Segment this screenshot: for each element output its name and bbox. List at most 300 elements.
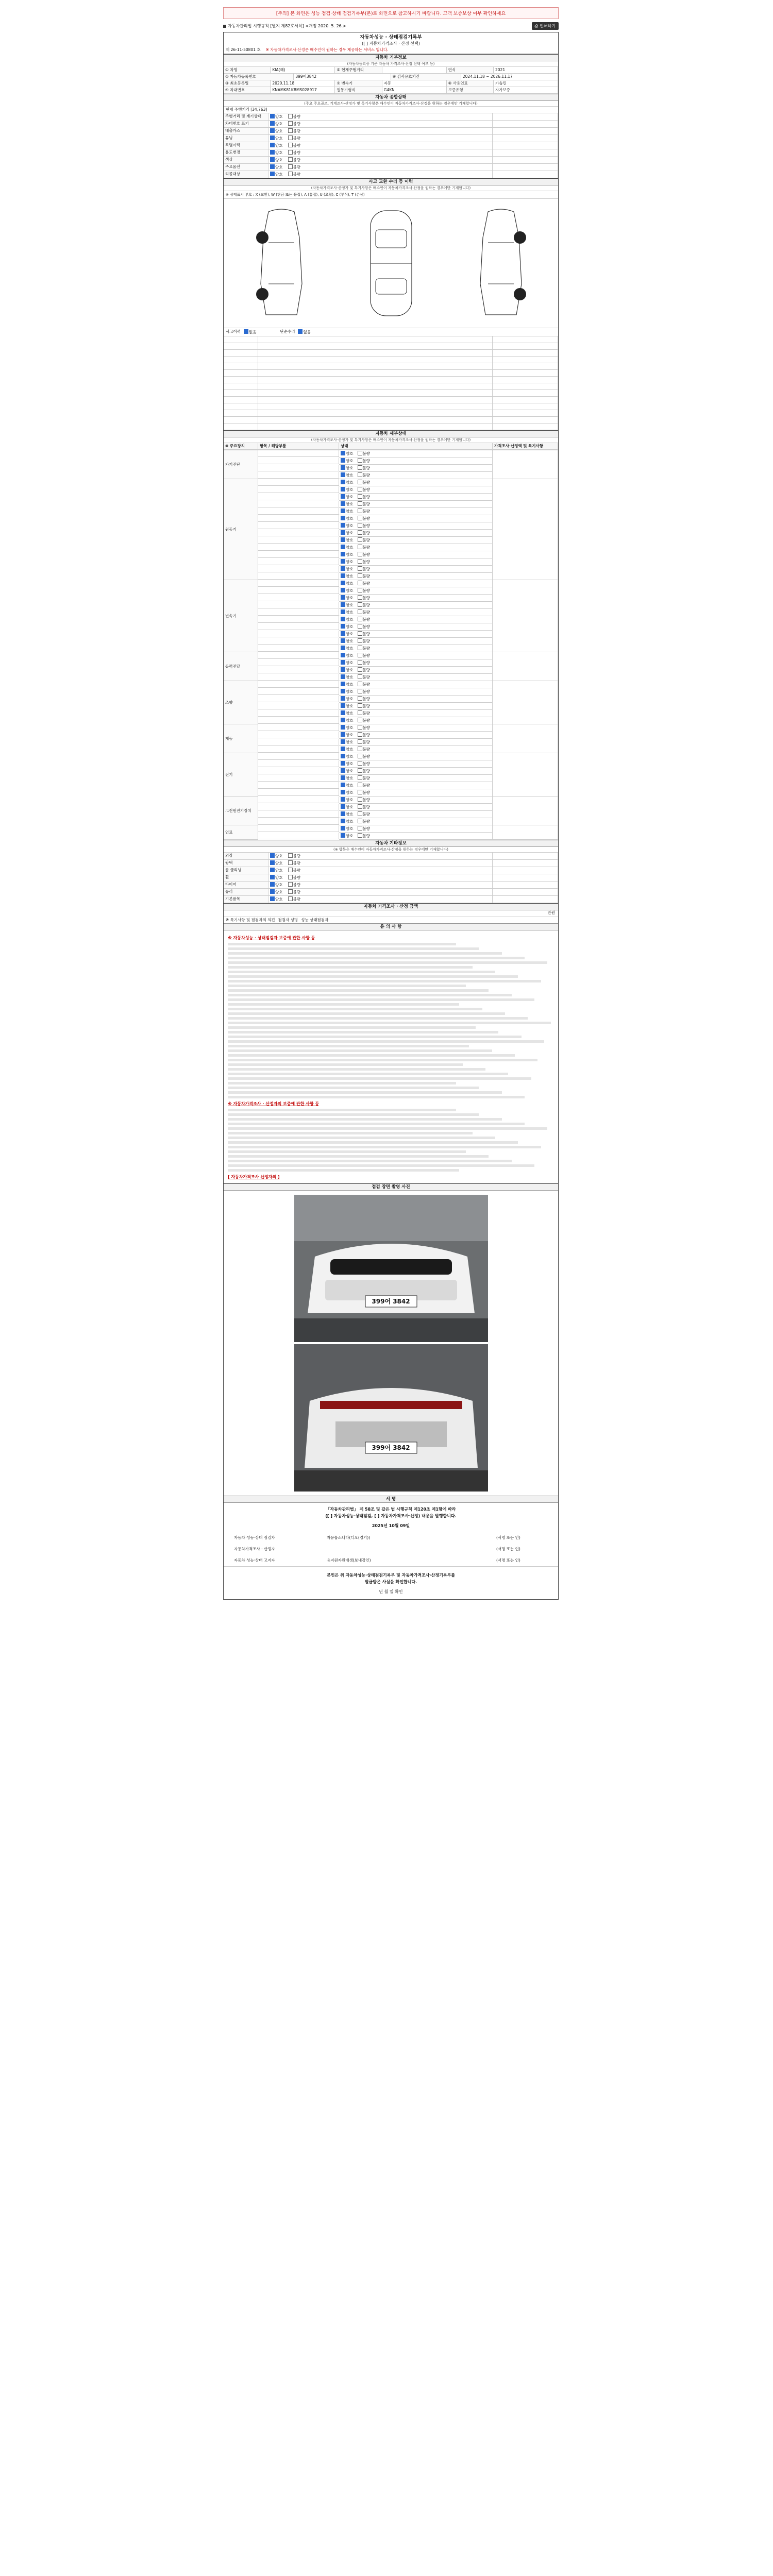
signer-name: 용지원자원매생(보내강인) bbox=[327, 1558, 371, 1563]
checkbox-icon[interactable] bbox=[358, 530, 362, 535]
checkbox-icon[interactable] bbox=[341, 509, 345, 513]
statement-1: 「자동차관리법」 제 58조 및 같은 법 시행규칙 제120조 제1항에 따라 bbox=[326, 1507, 456, 1512]
checkbox-icon[interactable] bbox=[270, 128, 275, 133]
checkbox-icon[interactable] bbox=[270, 157, 275, 162]
checkbox-icon[interactable] bbox=[341, 516, 345, 520]
status-title: 자동차 종합상태 bbox=[224, 94, 558, 101]
detail-state bbox=[339, 472, 493, 479]
damage-row bbox=[224, 390, 558, 397]
checkbox-icon[interactable] bbox=[341, 638, 345, 643]
detail-item bbox=[258, 566, 339, 572]
detail-item bbox=[258, 595, 339, 601]
status-row bbox=[224, 121, 558, 128]
checkbox-icon[interactable] bbox=[341, 595, 345, 600]
checkbox-icon[interactable] bbox=[341, 674, 345, 679]
checkbox-icon[interactable] bbox=[358, 638, 362, 643]
option-label: 양호 bbox=[275, 861, 283, 866]
damage-cell bbox=[224, 363, 258, 370]
note-line bbox=[228, 1073, 508, 1075]
checkbox-icon[interactable] bbox=[341, 739, 345, 744]
option-label: 양호 bbox=[346, 617, 354, 622]
note-line bbox=[228, 1068, 485, 1071]
checkbox-icon[interactable] bbox=[341, 559, 345, 564]
checkbox-icon[interactable] bbox=[341, 653, 345, 657]
detail-row bbox=[258, 717, 493, 724]
detail-state bbox=[339, 566, 493, 573]
checkbox-icon[interactable] bbox=[341, 472, 345, 477]
detail-item bbox=[258, 544, 339, 551]
damage-cell bbox=[493, 383, 558, 390]
option-label: 불량 bbox=[362, 545, 370, 550]
detail-item bbox=[258, 645, 339, 652]
status-remark bbox=[493, 128, 558, 135]
checkbox-icon[interactable] bbox=[341, 833, 345, 838]
checkbox-icon[interactable] bbox=[288, 164, 293, 169]
checkbox-icon[interactable] bbox=[341, 545, 345, 549]
detail-state bbox=[339, 789, 493, 796]
sign-date: 2025년 10월 09일 bbox=[372, 1523, 410, 1528]
checkbox-icon[interactable] bbox=[288, 114, 293, 118]
basic-label: ⑧ 사용연료 bbox=[447, 80, 494, 87]
basic-info-note: (자동차등록증 기준 자동차 가격조사·산정 선택 여부 등) bbox=[224, 61, 558, 67]
detail-item bbox=[258, 710, 339, 717]
checkbox-icon[interactable] bbox=[341, 783, 345, 787]
doc-title: 자동차성능 · 상태점검기록부 bbox=[360, 35, 422, 40]
option-label: 양호 bbox=[346, 812, 354, 817]
option-label: 불량 bbox=[362, 495, 370, 499]
option-label: 불량 bbox=[362, 451, 370, 456]
damage-cell bbox=[493, 363, 558, 370]
option-label: 양호 bbox=[346, 466, 354, 470]
checkbox-icon[interactable] bbox=[358, 631, 362, 636]
detail-remark bbox=[493, 724, 558, 753]
checkbox-icon[interactable] bbox=[288, 882, 293, 887]
checkbox-icon[interactable] bbox=[358, 609, 362, 614]
detail-row bbox=[258, 566, 493, 573]
checkbox-icon[interactable] bbox=[358, 739, 362, 744]
basic-label: 보증유형 bbox=[447, 87, 494, 94]
checkbox-icon[interactable] bbox=[358, 819, 362, 823]
detail-row bbox=[258, 833, 493, 840]
damage-row bbox=[224, 383, 558, 390]
checkbox-icon[interactable] bbox=[341, 465, 345, 470]
checkbox-icon[interactable] bbox=[358, 689, 362, 693]
detail-remark bbox=[493, 652, 558, 681]
checkbox-icon[interactable] bbox=[341, 775, 345, 780]
option-label: 불량 bbox=[362, 653, 370, 658]
option-label: 양호 bbox=[346, 697, 354, 701]
checkbox-icon[interactable] bbox=[358, 646, 362, 650]
damage-cell bbox=[493, 417, 558, 423]
detail-state bbox=[339, 732, 493, 739]
car-side-left-icon bbox=[238, 207, 325, 320]
note-line bbox=[228, 961, 547, 964]
detail-row bbox=[258, 775, 493, 782]
option-label: 불량 bbox=[362, 502, 370, 506]
checkbox-icon[interactable] bbox=[341, 797, 345, 802]
checkbox-icon[interactable] bbox=[341, 530, 345, 535]
status-remark bbox=[493, 121, 558, 128]
checkbox-icon[interactable] bbox=[288, 889, 293, 894]
detail-row bbox=[258, 703, 493, 710]
detail-state bbox=[339, 479, 493, 486]
detail-state bbox=[339, 652, 493, 659]
checkbox-icon[interactable] bbox=[358, 710, 362, 715]
detail-state bbox=[339, 739, 493, 746]
damage-cell bbox=[258, 343, 493, 350]
damage-cell bbox=[224, 370, 258, 377]
checkbox-icon[interactable] bbox=[358, 747, 362, 751]
option-label: 불량 bbox=[362, 581, 370, 586]
checkbox-icon[interactable] bbox=[358, 696, 362, 701]
checkbox-icon[interactable] bbox=[288, 135, 293, 140]
checkbox-icon[interactable] bbox=[288, 875, 293, 879]
checkbox-icon[interactable] bbox=[358, 682, 362, 686]
detail-item bbox=[258, 724, 339, 731]
checkbox-icon[interactable] bbox=[341, 819, 345, 823]
checkbox-icon[interactable] bbox=[341, 660, 345, 665]
detail-state bbox=[339, 710, 493, 717]
checkbox-icon[interactable] bbox=[358, 501, 362, 506]
note-line bbox=[228, 957, 525, 959]
checkbox-icon[interactable] bbox=[358, 480, 362, 484]
note-line bbox=[228, 1022, 551, 1024]
checkbox-icon[interactable] bbox=[358, 826, 362, 831]
checkbox-icon[interactable] bbox=[358, 588, 362, 592]
checkbox-icon[interactable] bbox=[341, 732, 345, 737]
checkbox-icon[interactable] bbox=[341, 696, 345, 701]
checkbox-icon[interactable] bbox=[270, 114, 275, 118]
option-label: 불량 bbox=[362, 704, 370, 708]
checkbox-icon[interactable] bbox=[358, 718, 362, 722]
form-header bbox=[223, 22, 559, 30]
detail-state bbox=[339, 587, 493, 595]
price-title: 자동차 가격조사 · 산정 금액 bbox=[224, 903, 558, 910]
basic-label: ⑦ 변속기 bbox=[335, 80, 382, 87]
note-line bbox=[228, 1036, 522, 1038]
checkbox-icon[interactable] bbox=[288, 143, 293, 147]
checkbox-icon[interactable] bbox=[358, 509, 362, 513]
checkbox-icon[interactable] bbox=[358, 617, 362, 621]
checkbox-icon[interactable] bbox=[341, 826, 345, 831]
option-label: 양호 bbox=[346, 459, 354, 463]
damage-cell bbox=[258, 423, 493, 430]
note-line bbox=[228, 1087, 479, 1089]
damage-cell bbox=[258, 336, 493, 343]
checkbox-icon[interactable] bbox=[288, 896, 293, 901]
checkbox-icon[interactable] bbox=[358, 624, 362, 629]
option-label: 불량 bbox=[362, 783, 370, 788]
damage-cell bbox=[224, 336, 258, 343]
checkbox-icon[interactable] bbox=[341, 768, 345, 773]
status-options bbox=[268, 121, 493, 128]
checkbox-icon[interactable] bbox=[358, 566, 362, 571]
detail-group-label: 자기진단 bbox=[224, 450, 258, 479]
sign-placeholder: (서명 또는 인) bbox=[496, 1535, 520, 1540]
checkbox-icon[interactable] bbox=[341, 703, 345, 708]
checkbox-icon[interactable] bbox=[270, 896, 275, 901]
option-label: 불량 bbox=[362, 790, 370, 795]
damage-cell bbox=[258, 417, 493, 423]
note-line bbox=[228, 1169, 459, 1172]
checkbox-icon[interactable] bbox=[358, 523, 362, 528]
checkbox-icon[interactable] bbox=[288, 172, 293, 176]
detail-state bbox=[339, 573, 493, 580]
detail-state bbox=[339, 667, 493, 674]
checkbox-icon[interactable] bbox=[270, 143, 275, 147]
detail-group bbox=[224, 681, 558, 724]
checkbox-icon[interactable] bbox=[358, 465, 362, 470]
checkbox-icon[interactable] bbox=[270, 853, 275, 858]
checkbox-icon[interactable] bbox=[341, 747, 345, 751]
note-line bbox=[228, 1012, 505, 1015]
detail-item bbox=[258, 659, 339, 666]
print-button[interactable] bbox=[532, 22, 559, 30]
checkbox-icon[interactable] bbox=[341, 804, 345, 809]
checkbox-icon[interactable] bbox=[270, 889, 275, 894]
checkbox-icon[interactable] bbox=[341, 537, 345, 542]
option-label: 양호 bbox=[346, 487, 354, 492]
status-remark bbox=[493, 171, 558, 178]
detail-item bbox=[258, 833, 339, 839]
option-label: 불량 bbox=[293, 122, 300, 126]
checkbox-icon[interactable] bbox=[288, 853, 293, 858]
checkbox-icon[interactable] bbox=[341, 494, 345, 499]
checkbox-icon[interactable] bbox=[341, 790, 345, 794]
note-line bbox=[228, 1026, 476, 1029]
option-row bbox=[224, 882, 558, 889]
checkbox-icon[interactable] bbox=[270, 172, 275, 176]
checkbox-icon[interactable] bbox=[270, 135, 275, 140]
checkbox-icon[interactable] bbox=[341, 552, 345, 556]
detail-state bbox=[339, 522, 493, 530]
checkbox-icon[interactable] bbox=[358, 660, 362, 665]
status-label: 주요옵션 bbox=[224, 164, 268, 171]
checkbox-icon[interactable] bbox=[341, 617, 345, 621]
damage-cell bbox=[493, 377, 558, 383]
checkbox-icon[interactable] bbox=[358, 581, 362, 585]
option-label: 불량 bbox=[362, 466, 370, 470]
checkbox-icon[interactable] bbox=[358, 783, 362, 787]
checkbox-icon[interactable] bbox=[341, 573, 345, 578]
note-line bbox=[228, 1096, 525, 1098]
detail-row bbox=[258, 688, 493, 696]
basic-value: G4KN bbox=[382, 87, 447, 94]
detail-row bbox=[258, 811, 493, 818]
sign-placeholder: (서명 또는 인) bbox=[496, 1547, 520, 1551]
checkbox-icon[interactable] bbox=[270, 150, 275, 155]
checkbox-icon[interactable] bbox=[341, 451, 345, 455]
checkbox-icon[interactable] bbox=[341, 761, 345, 766]
sign-placeholder: (서명 또는 인) bbox=[496, 1558, 520, 1563]
option-label: 불량 bbox=[362, 596, 370, 600]
signer-role: 자동차가격조사 · 산정자 bbox=[234, 1547, 275, 1551]
checkbox-icon[interactable] bbox=[298, 329, 303, 334]
checkbox-icon[interactable] bbox=[358, 674, 362, 679]
checkbox-icon[interactable] bbox=[358, 833, 362, 838]
checkbox-icon[interactable] bbox=[358, 754, 362, 758]
checkbox-icon[interactable] bbox=[358, 458, 362, 463]
checkbox-icon[interactable] bbox=[358, 811, 362, 816]
checkbox-icon[interactable] bbox=[358, 761, 362, 766]
checkbox-icon[interactable] bbox=[288, 128, 293, 133]
checkbox-icon[interactable] bbox=[341, 689, 345, 693]
checkbox-icon[interactable] bbox=[341, 588, 345, 592]
detail-state bbox=[339, 703, 493, 710]
detail-row bbox=[258, 739, 493, 746]
damage-cell bbox=[493, 397, 558, 403]
option-label: 양호 bbox=[275, 868, 283, 873]
checkbox-icon[interactable] bbox=[358, 516, 362, 520]
checkbox-icon[interactable] bbox=[358, 573, 362, 578]
checkbox-icon[interactable] bbox=[358, 768, 362, 773]
detail-item bbox=[258, 537, 339, 544]
checkbox-icon[interactable] bbox=[270, 882, 275, 887]
signature-row bbox=[224, 1532, 558, 1544]
print-label: 인쇄하기 bbox=[540, 24, 556, 28]
checkbox-icon[interactable] bbox=[358, 797, 362, 802]
checkbox-icon[interactable] bbox=[358, 653, 362, 657]
option-state bbox=[268, 874, 493, 882]
option-row bbox=[224, 853, 558, 860]
option-label: 양호 bbox=[346, 451, 354, 456]
checkbox-icon[interactable] bbox=[341, 487, 345, 492]
checkbox-icon[interactable] bbox=[270, 164, 275, 169]
status-label: 배출가스 bbox=[224, 128, 268, 135]
checkbox-icon[interactable] bbox=[358, 602, 362, 607]
option-label: 불량 bbox=[293, 875, 300, 880]
option-label: 불량 bbox=[362, 769, 370, 773]
option-label: 불량 bbox=[362, 747, 370, 752]
checkbox-icon[interactable] bbox=[341, 624, 345, 629]
checkbox-icon[interactable] bbox=[358, 804, 362, 809]
option-label: 불량 bbox=[293, 129, 300, 133]
checkbox-icon[interactable] bbox=[358, 732, 362, 737]
note-line bbox=[228, 1082, 456, 1084]
checkbox-icon[interactable] bbox=[358, 559, 362, 564]
checkbox-icon[interactable] bbox=[341, 566, 345, 571]
basic-row bbox=[224, 80, 558, 87]
option-state bbox=[268, 882, 493, 889]
checkbox-icon[interactable] bbox=[341, 609, 345, 614]
checkbox-icon[interactable] bbox=[341, 480, 345, 484]
checkbox-icon[interactable] bbox=[270, 121, 275, 126]
signature-rows bbox=[224, 1532, 558, 1566]
checkbox-icon[interactable] bbox=[358, 667, 362, 672]
detail-state bbox=[339, 494, 493, 501]
detail-state bbox=[339, 804, 493, 811]
checkbox-icon[interactable] bbox=[341, 631, 345, 636]
rear-plate: 399어 3842 bbox=[372, 1444, 410, 1451]
checkbox-icon[interactable] bbox=[288, 157, 293, 162]
checkbox-icon[interactable] bbox=[358, 595, 362, 600]
checkbox-icon[interactable] bbox=[288, 121, 293, 126]
basic-value: 2020.11.18 bbox=[271, 80, 335, 87]
detail-state bbox=[339, 811, 493, 818]
damage-row bbox=[224, 423, 558, 430]
checkbox-icon[interactable] bbox=[341, 523, 345, 528]
damage-cell bbox=[224, 383, 258, 390]
option-label: 양호 bbox=[346, 682, 354, 687]
damage-cell bbox=[224, 343, 258, 350]
detail-item bbox=[258, 609, 339, 616]
detail-item bbox=[258, 739, 339, 745]
checkbox-icon[interactable] bbox=[358, 790, 362, 794]
detail-state bbox=[339, 768, 493, 775]
checkbox-icon[interactable] bbox=[341, 667, 345, 672]
detail-item bbox=[258, 551, 339, 558]
rear-photo bbox=[294, 1344, 488, 1492]
checkbox-icon[interactable] bbox=[341, 725, 345, 730]
checkbox-icon[interactable] bbox=[358, 725, 362, 730]
checkbox-icon[interactable] bbox=[341, 501, 345, 506]
checkbox-icon[interactable] bbox=[341, 710, 345, 715]
option-label: 불량 bbox=[362, 487, 370, 492]
checkbox-icon[interactable] bbox=[341, 458, 345, 463]
checkbox-icon[interactable] bbox=[288, 868, 293, 872]
checkbox-icon[interactable] bbox=[358, 494, 362, 499]
checkbox-icon[interactable] bbox=[341, 682, 345, 686]
damage-cell bbox=[258, 410, 493, 417]
checkbox-icon[interactable] bbox=[358, 451, 362, 455]
note-line bbox=[228, 1164, 534, 1167]
checkbox-icon[interactable] bbox=[358, 487, 362, 492]
checkbox-icon[interactable] bbox=[358, 775, 362, 780]
checkbox-icon[interactable] bbox=[358, 703, 362, 708]
option-label: 양호 bbox=[275, 897, 283, 902]
status-remark bbox=[493, 164, 558, 171]
detail-remark bbox=[493, 681, 558, 724]
option-label: 불량 bbox=[362, 675, 370, 680]
printer-icon: ⎙ bbox=[534, 23, 539, 28]
checkbox-icon[interactable] bbox=[341, 581, 345, 585]
checkbox-icon[interactable] bbox=[288, 150, 293, 155]
checkbox-icon[interactable] bbox=[288, 860, 293, 865]
checkbox-icon[interactable] bbox=[341, 754, 345, 758]
checkbox-icon[interactable] bbox=[341, 811, 345, 816]
checkbox-icon[interactable] bbox=[358, 545, 362, 549]
detail-state bbox=[339, 551, 493, 558]
status-row bbox=[224, 171, 558, 178]
detail-row bbox=[258, 638, 493, 645]
status-label: 리콜대상 bbox=[224, 171, 268, 178]
checkbox-icon[interactable] bbox=[341, 718, 345, 722]
detail-row bbox=[258, 825, 493, 833]
option-label: 불량 bbox=[362, 668, 370, 672]
option-label: 불량 bbox=[362, 610, 370, 615]
basic-row bbox=[224, 87, 558, 94]
checkbox-icon[interactable] bbox=[358, 552, 362, 556]
checkbox-icon[interactable] bbox=[270, 875, 275, 879]
option-label: 불량 bbox=[362, 459, 370, 463]
status-row bbox=[224, 135, 558, 142]
option-label: 양호 bbox=[346, 819, 354, 824]
note-line bbox=[228, 952, 502, 955]
checkbox-icon[interactable] bbox=[244, 329, 248, 334]
checkbox-icon[interactable] bbox=[358, 537, 362, 542]
detail-state bbox=[339, 486, 493, 494]
status-row bbox=[224, 149, 558, 157]
checkbox-icon[interactable] bbox=[270, 868, 275, 872]
damage-row bbox=[224, 363, 558, 370]
note-line bbox=[228, 1077, 531, 1080]
option-label: 불량 bbox=[293, 136, 300, 141]
checkbox-icon[interactable] bbox=[270, 860, 275, 865]
option-label: 양호 bbox=[275, 150, 283, 155]
checkbox-icon[interactable] bbox=[358, 472, 362, 477]
checkbox-icon[interactable] bbox=[341, 602, 345, 607]
checkbox-icon[interactable] bbox=[341, 646, 345, 650]
